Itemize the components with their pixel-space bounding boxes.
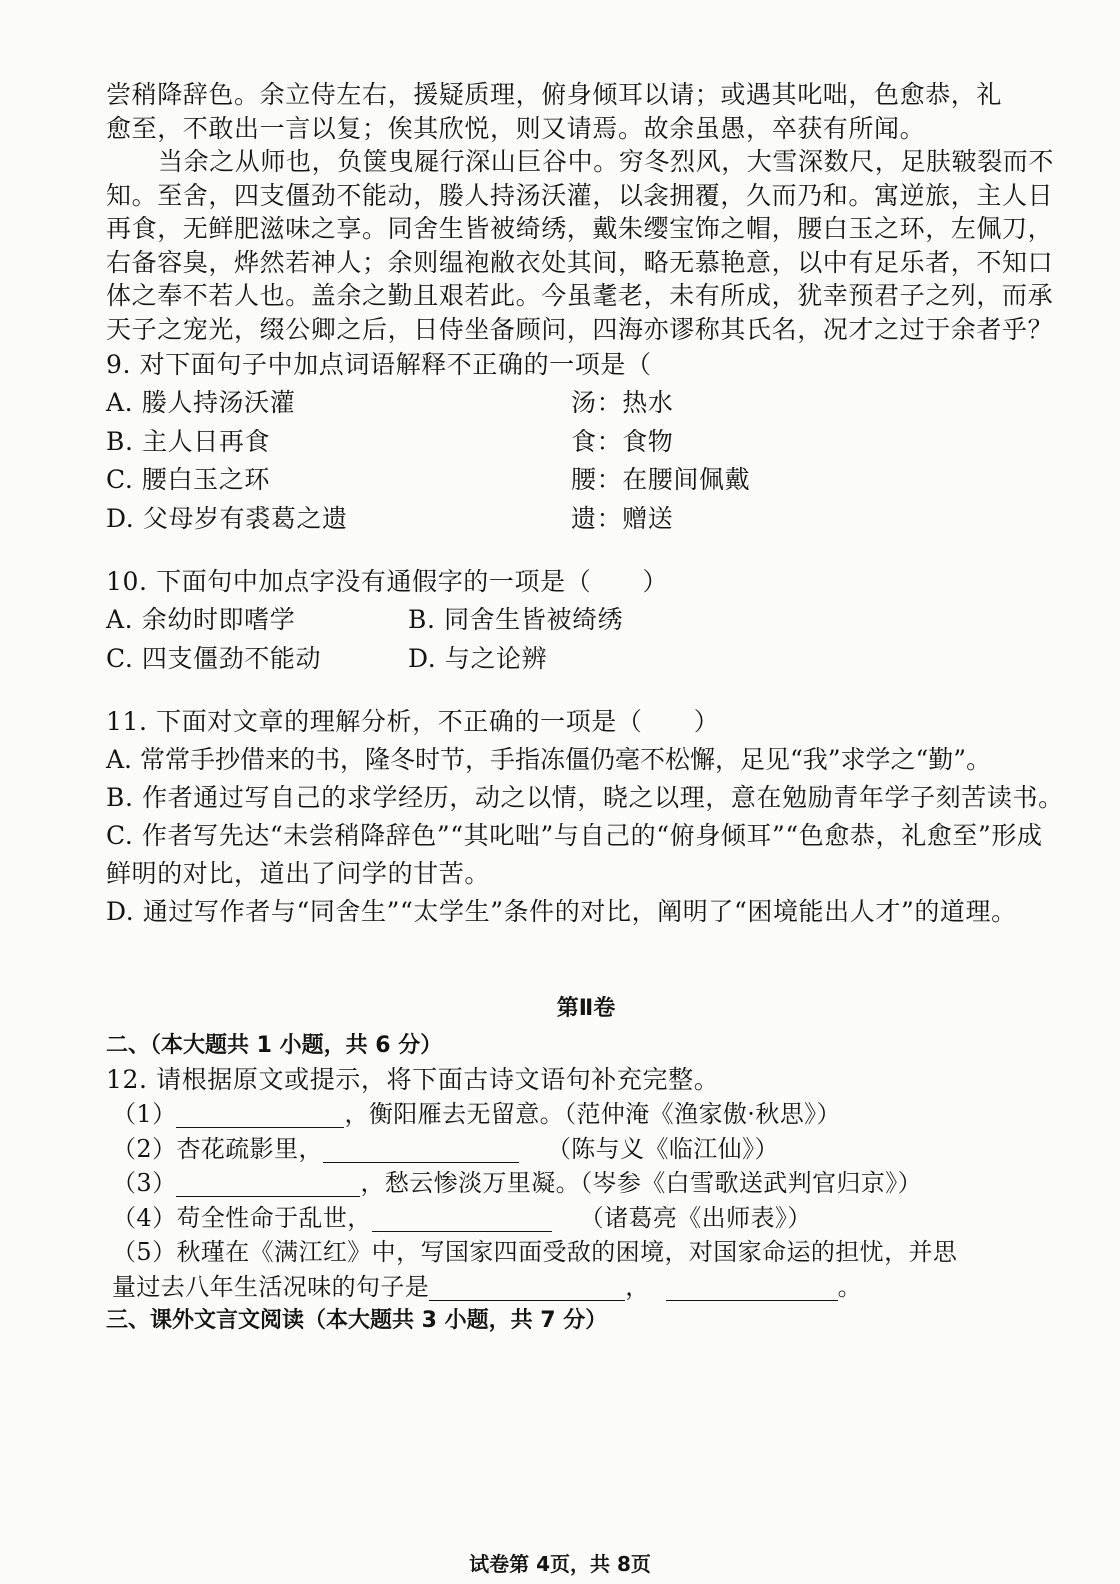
option-c-explanation: 腰：在腰间佩戴 [571,465,751,494]
option-b-explanation: 食：食物 [571,426,674,456]
option-row [106,500,1066,539]
option-d: D. 与之论辨 [408,643,548,673]
fill-item-3 [106,1166,1066,1201]
answer-blank[interactable] [176,1101,344,1128]
option-a: A. 余幼时即嗜学 [106,605,296,634]
option-c: C. 作者写先达“未尝稍降辞色”“其叱咄”与自己的“俯身倾耳”“色愈恭，礼愈至”形成鲜明的对比，道出了问学的甘苦。 [106,821,1043,888]
fill-item-4 [106,1201,1066,1236]
passage-line: 愈至，不敢出一言以复；俟其欣悦，则又请焉。故余虽愚，卒获有所闻。 [106,113,926,143]
fill-item-2 [106,1132,1066,1167]
option-row [106,601,1066,640]
item-number: （1） [112,1100,177,1128]
answer-blank[interactable] [372,1205,552,1232]
answer-blank[interactable] [323,1136,519,1163]
item-number: （3） [112,1169,177,1197]
part-2 [106,989,1066,1338]
item-source: （陈与义《临江仙》） [546,1134,779,1163]
section-3-heading: 三、课外文言文阅读（本大题共 3 小题，共 7 分） [106,1308,608,1333]
question-12-stem: 12. 请根据原文或提示，将下面古诗文语句补充完整。 [106,1065,720,1094]
fill-item-5: （5）秋瑾在《满江红》中，写国家四面受敌的困境，对国家命运的担忧，并思 [112,1238,958,1266]
section-2-heading: 二、（本大题共 1 小题，共 6 分） [106,1033,443,1058]
item-end: 。 [837,1272,863,1301]
option-c: C. 腰白玉之环 [106,465,270,494]
option-row [106,640,1066,679]
spacer [106,678,1066,703]
answer-blank[interactable] [429,1274,625,1301]
fill-item-1 [106,1097,1066,1132]
answer-blank[interactable] [666,1274,838,1301]
option-d: D. 父母岁有裘葛之遗 [106,503,348,533]
option-b: B. 主人日再食 [106,426,271,456]
option-a: A. 常常手抄借来的书，隆冬时节，手指冻僵仍毫不松懈，足见“我”求学之“勤”。 [106,745,992,774]
option-d: D. 通过写作者与“同舍生”“太学生”条件的对比，阐明了“困境能出人才”的道理。 [106,897,1017,926]
option-row [106,384,1066,423]
fill-item-5-line2 [106,1270,1066,1305]
question-stem: 11. 下面对文章的理解分析，不正确的一项是（ ） [106,707,720,736]
item-text: ，衡阳雁去无留意。（范仲淹《渔家傲·秋思》） [344,1100,841,1128]
part-title: 第Ⅱ卷 [556,996,616,1021]
page-content [106,78,1066,1338]
option-a-explanation: 汤：热水 [571,388,674,417]
item-text: （4）苟全性命于乱世， [112,1203,372,1232]
question-10 [106,563,1066,678]
question-stem: 10. 下面句中加点字没有通假字的一项是（ ） [106,567,669,596]
item-text: 量过去八年生活况味的句子是 [112,1272,430,1301]
option-row [106,461,1066,500]
option-b: B. 同舍生皆被绮绣 [408,605,624,634]
option-a: A. 媵人持汤沃灌 [106,388,296,417]
answer-blank[interactable] [176,1170,360,1197]
spacer [106,538,1066,563]
reading-passage [106,78,1066,346]
page-footer: 试卷第 4页，共 8页 [469,1552,651,1576]
question-11 [106,703,1066,931]
option-c: C. 四支僵劲不能动 [106,643,322,673]
item-text: ，愁云惨淡万里凝。（岑参《白雪歌送武判官归京》） [360,1169,923,1197]
item-source: （诸葛亮《出师表》） [579,1203,812,1232]
passage-paragraph: 当余之从师也，负箧曳屣行深山巨谷中。穷冬烈风，大雪深数尺，足肤皲裂而不知。至舍，四支僵劲不能动，媵人持汤沃灌，以衾拥覆，久而乃和。寓逆旅，主人日再食，无鲜肥滋味之享。同舍生皆被绮绣，戴朱缨宝饰之帽，腰白玉之环，左佩刀，右备容臭，烨然若神人；余则缊袍敝衣处其间，略无慕艳意，以中有足乐者，不知口体之奉不若人也。盖余之勤且艰若此。今虽耄老，未有所成，犹幸预君子之列，而承天子之宠光，缀公卿之后，日侍坐备顾问，四海亦谬称其氏名，况才之过于余者乎？ [106,147,1055,344]
question-stem: 9. 对下面句子中加点词语解释不正确的一项是（ [106,350,652,379]
option-b: B. 作者通过写自己的求学经历，动之以情，晓之以理，意在勉励青年学子刻苦读书。 [106,783,1064,812]
option-row [106,423,1066,462]
item-separator: ， [625,1272,650,1301]
question-9 [106,346,1066,538]
option-d-explanation: 遗：赠送 [571,503,674,533]
item-text: （2）杏花疏影里， [112,1134,323,1163]
passage-line: 尝稍降辞色。余立侍左右，援疑质理，俯身倾耳以请；或遇其叱咄，色愈恭，礼 [106,80,1003,109]
